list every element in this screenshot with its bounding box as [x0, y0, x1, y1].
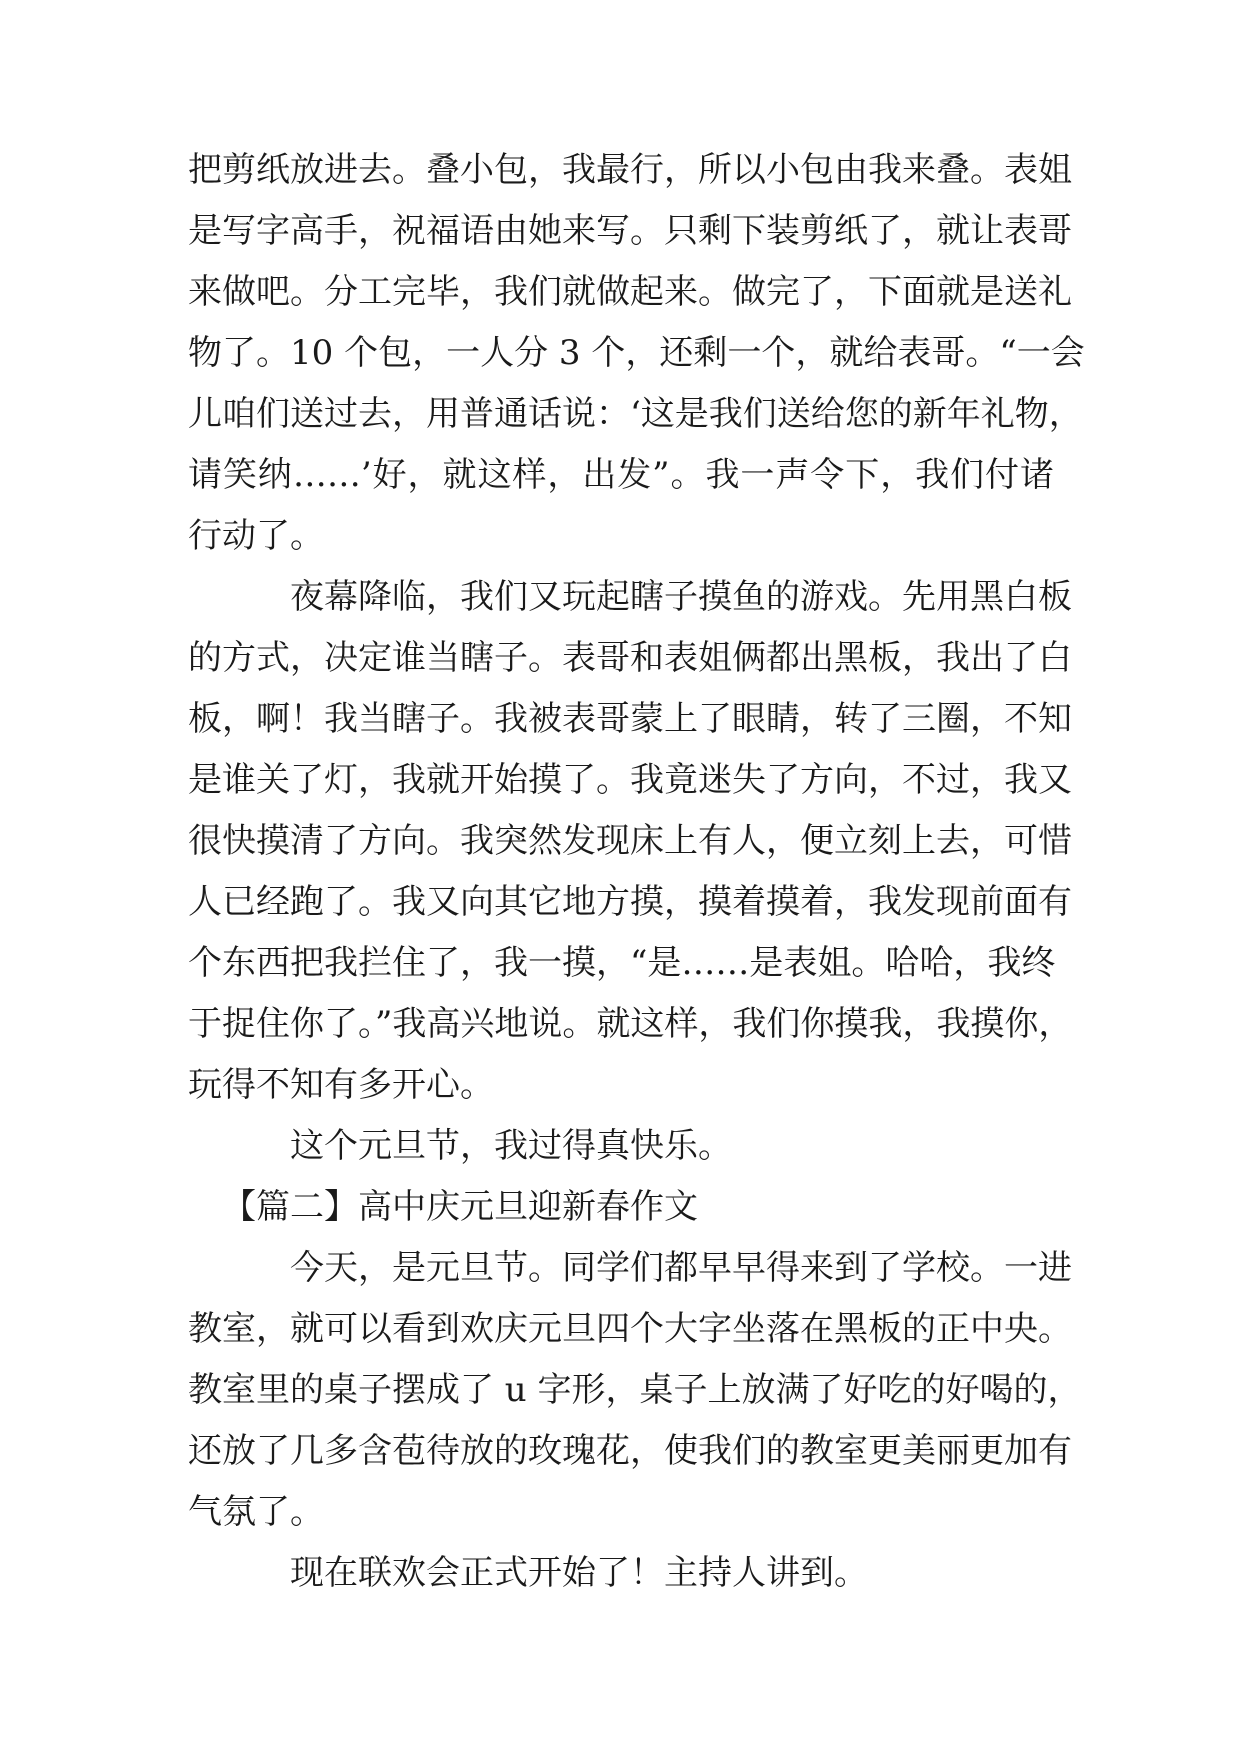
- text-line: 儿咱们送过去，用普通话说：‘这是我们送给您的新年礼物，: [188, 394, 1083, 434]
- text-line: 行动了。: [188, 516, 324, 556]
- text-line: 人已经跑了。我又向其它地方摸，摸着摸着，我发现前面有: [188, 882, 1072, 922]
- text-line: 于捉住你了。”我高兴地说。就这样，我们你摸我，我摸你，: [188, 1004, 1073, 1044]
- text-line: 还放了几多含苞待放的玫瑰花，使我们的教室更美丽更加有: [188, 1431, 1072, 1471]
- text-line: 教室里的桌子摆成了 u 字形，桌子上放满了好吃的好喝的，: [188, 1370, 1082, 1410]
- text-line: 是写字高手，祝福语由她来写。只剩下装剪纸了，就让表哥: [188, 211, 1072, 251]
- text-line: 的方式，决定谁当瞎子。表哥和表姐俩都出黑板，我出了白: [188, 638, 1072, 678]
- section-heading: 【篇二】高中庆元旦迎新春作文: [222, 1187, 698, 1227]
- paragraph-first-line: 夜幕降临，我们又玩起瞎子摸鱼的游戏。先用黑白板: [290, 577, 1072, 617]
- text-line: 物了。10 个包，一人分 3 个，还剩一个，就给表哥。“一会: [188, 333, 1085, 373]
- text-line: 气氛了。: [188, 1492, 324, 1532]
- text-line: 来做吧。分工完毕，我们就做起来。做完了，下面就是送礼: [188, 272, 1072, 312]
- paragraph-first-line: 今天，是元旦节。同学们都早早得来到了学校。一进: [290, 1248, 1072, 1288]
- text-line: 很快摸清了方向。我突然发现床上有人，便立刻上去，可惜: [188, 821, 1072, 861]
- text-line: 个东西把我拦住了，我一摸，“是……是表姐。哈哈，我终: [188, 943, 1056, 983]
- paragraph-first-line: 现在联欢会正式开始了！主持人讲到。: [290, 1553, 868, 1593]
- text-line: 板，啊！我当瞎子。我被表哥蒙上了眼睛，转了三圈，不知: [188, 699, 1072, 739]
- text-line: 是谁关了灯，我就开始摸了。我竟迷失了方向，不过，我又: [188, 760, 1072, 800]
- paragraph-first-line: 这个元旦节，我过得真快乐。: [290, 1126, 732, 1166]
- text-line: 请笑纳……’好，就这样，出发”。我一声令下，我们付诸: [188, 455, 1054, 495]
- text-line: 玩得不知有多开心。: [188, 1065, 494, 1105]
- text-line: 教室，就可以看到欢庆元旦四个大字坐落在黑板的正中央。: [188, 1309, 1072, 1349]
- text-line: 把剪纸放进去。叠小包，我最行，所以小包由我来叠。表姐: [188, 150, 1072, 190]
